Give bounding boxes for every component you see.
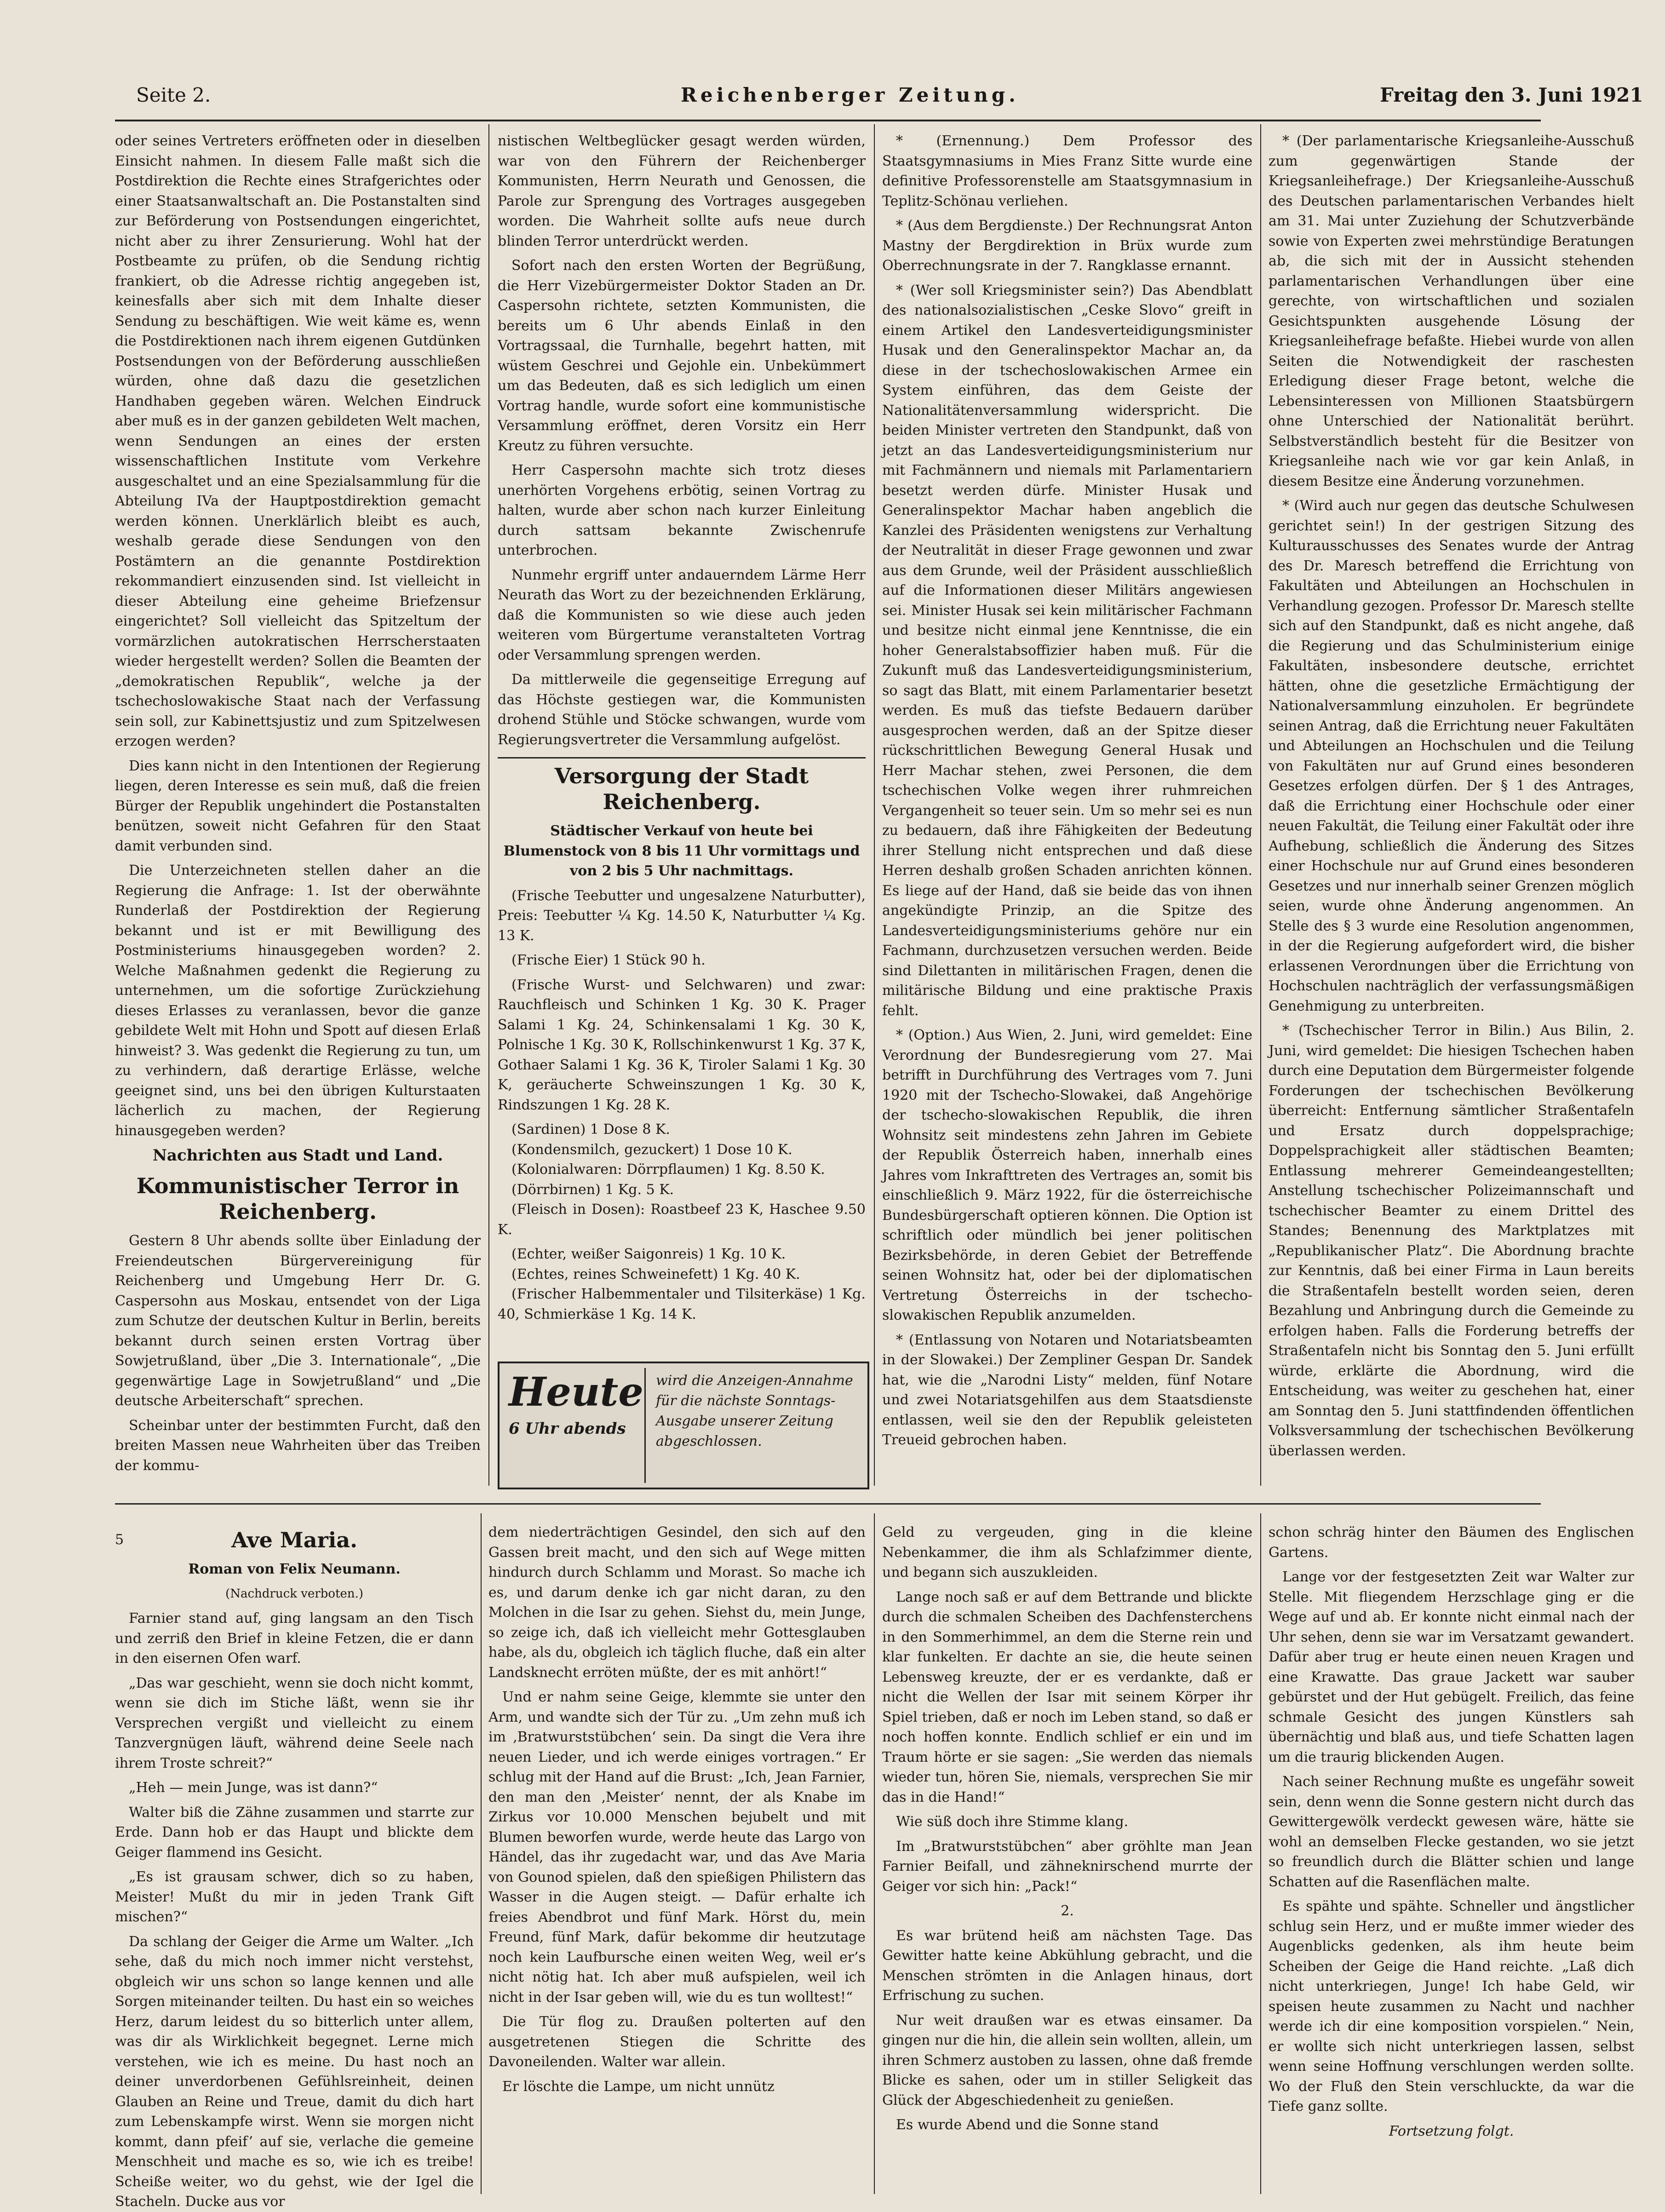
novel-paragraph: Nach seiner Rechnung mußte es ungefähr soweit sein, denn wenn die Sonne gestern nicht durch das Gewittergewölk verdeckt gewesen wäre, hätte sie wohl an demselben Flecke gestanden, wo sie jetzt so freundlich durch die Blätter schien und lange Schatten auf die Rasenflächen malte.	[1269, 1774, 1634, 1890]
column-4	[1269, 131, 1634, 1500]
news-item: * (Ernennung.) Dem Professor des Staatsgymnasiums in Mies Franz Sitte wurde eine definitive Professorenstelle am Staatsgymnasium in Teplitz-Schönau verliehen.	[882, 133, 1252, 209]
novel-paragraph: Die Tür flog zu. Draußen polterten auf den ausgetretenen Stiegen die Schritte des Davoneilenden. Walter war allein.	[488, 2014, 866, 2070]
list-item: (Dörrbirnen) 1 Kg. 5 K.	[511, 1181, 674, 1198]
column-divider	[874, 1513, 875, 2194]
headline: Kommunistischer Terror in Reichenberg.	[136, 1173, 459, 1224]
serial-column-2	[488, 1523, 866, 2199]
ad-time: 6 Uhr abends	[509, 1419, 626, 1438]
news-item: * (Wer soll Kriegsminister sein?) Das Abendblatt des nationalsozialistischen „Ceske Slovo“ greift in einem Artikel den Landesverteidigungsminister Husak und den Generalinspektor Machar an, da diese in der tschechoslowakischen Armee ein System einführen, das dem Geiste der Nationalitätenversammlung widerspricht. Die beiden Minister vertreten den Standpunkt, daß von jetzt an das Landesverteidigungsministerium nur mit Fachmännern und niemals mit Parlamentariern besetzt werden dürfe. Minister Husak und Generalinspektor Machar haben angeblich die Kanzlei des Präsidenten wenigstens zur Verhaltung der Neutralität in dieser Frage gewonnen und zwar aus dem Grunde, weil der Präsident ausschließlich auf die Informationen dieser Militärs angewiesen sei. Minister Husak sei kein militärischer Fachmann und besitze nicht einmal jene Kenntnisse, die ein hoher Generalstabsoffizier haben muß. Für die Zukunft muß das Landesverteidigungsministerium, so sagt das Blatt, mit einem Parlamentarier besetzt werden. Es muß das tiefste Bedauern darüber ausgesprochen werden, daß an der Spitze dieser rückschrittlichen Bewegung General Husak und Herr Machar stehen, zwei Personen, die dem tschechischen Volke wegen ihrer ruhmreichen Vergangenheit so teuer sein. Um so mehr sei es nun zu bedauern, daß ihre Fähigkeiten der Bedeutung ihrer Stellung nicht entsprechen und daß diese Herren deshalb großen Schaden anrichten können. Es liege auf der Hand, daß sie beide das von ihnen angekündigte Prinzip, an die Spitze des Landesverteidigungsministeriums gehöre nur ein Fachmann, durchzusetzen versuchen werden. Beide sind Dilettanten in militärischen Fragen, denen die militärische Bildung und eine praktische Praxis fehlt.	[882, 282, 1252, 1019]
novel-paragraph: Und er nahm seine Geige, klemmte sie unter den Arm, und wandte sich der Tür zu. „Um zehn muß ich im ‚Bratwurststübchen‘ sein. Da singt die Vera ihre neuen Lieder, und ich werde einiges vortragen.“ Er schlug mit der Hand auf die Brust: „Ich, Jean Farnier, den man den ‚Meister‘ nennt, der als Knabe im Zirkus vor 10.000 Menschen bejubelt und mit Blumen beworfen wurde, werde heute das Largo von Händel, das ihr zugedacht war, und das Ave Maria von Gounod spielen, daß den spießigen Philistern das Wasser in die Augen steigt. — Dafür erhalte ich freies Abendbrot und fünf Mark. Hörst du, mein Freund, fünf Mark, dafür bekomme dir heutzutage noch kein Laufbursche einen weiten Weg, weil er’s nicht nötig hat. Ich aber muß aufspielen, weil ich nicht in der Isar geben will, wie du es tun wolltest!“	[488, 1689, 866, 2005]
ad-text: wird die Anzeigen-Annahme für die nächste Sonntags-Ausgabe unserer Zeitung abgeschlossen.	[656, 1373, 853, 1449]
article-paragraph: oder seines Vertreters eröffneten oder in dieselben Einsicht nahmen. In diesem Falle maßt sich die Postdirektion die Rechte eines Strafgerichtes oder einer Staatsanwaltschaft an. Die Postanstalten sind zur Beförderung von Postsendungen eingerichtet, nicht aber zu ihrer Zensurierung. Wohl hat der Postbeamte zu prüfen, ob die Sendung richtig frankiert, ob die Adresse richtig angegeben ist, keinesfalls aber sich mit dem Inhalte dieser Sendung zu beschäftigen. Wie weit käme es, wenn die Postdirektionen nach ihrem eigenen Gutdünken Postsendungen von der Beförderung ausschließen würden, ohne daß dazu die gesetzlichen Handhaben gegeben wären. Welchen Eindruck aber muß es in der ganzen gebildeten Welt machen, wenn Sendungen an eines der ersten wissenschaftlichen Institute vom Verkehre ausgeschaltet und an eine Spezialsammlung für die Abteilung IVa der Hauptpostdirektion gemacht werden können. Unerklärlich bleibt es auch, weshalb gerade diese Sendungen von den Postämtern an die genannte Postdirektion rekommandiert einzusenden sind. Ist vielleicht in dieser Abteilung eine geheime Briefzensur eingerichtet? Soll vielleicht das Spitzeltum der vormärzlichen autokratischen Herrscherstaaten wieder hergestellt werden? Sollen die Beamten der „demokratischen Republik“, welche ja der tschechoslowakische Staat nach der Verfassung sein soll, zur Kabinettsjustiz und zum Spitzelwesen erzogen werden?	[115, 133, 481, 749]
column-divider	[874, 124, 875, 1486]
article-paragraph: Da mittlerweile die gegenseitige Erregung auf das Höchste gestiegen war, die Kommunisten drohend Stühle und Stöcke schwangen, wurde vom Regierungsvertreter die Versammlung aufgelöst.	[498, 672, 866, 748]
section-title: Nachrichten aus Stadt und Land.	[152, 1146, 443, 1165]
header-rule	[115, 120, 1541, 121]
list-item: (Frische Wurst- und Selchwaren) und zwar: Rauchfleisch und Schinken 1 Kg. 30 K. Prager Salami 1 Kg. 24, Schinkensalami 1 Kg. 30 K, Polnische 1 Kg. 30 K, Rollschinkenwurst 1 Kg. 37 K, Gothaer Salami 1 Kg. 36 K, Tiroler Salami 1 Kg. 30 K, geräucherte Schweinszungen 1 Kg. 30 K, Rindszungen 1 Kg. 28 K.	[498, 977, 866, 1113]
novel-paragraph: „Das war geschieht, wenn sie doch nicht kommt, wenn sie dich im Stiche läßt, wenn sie ihr Versprechen vergißt und vielleicht zu einem Tanzvergnügen läuft, während deine Seele nach ihrem Troste schreit?“	[115, 1675, 474, 1771]
novel-paragraph: Es wurde Abend und die Sonne stand	[896, 2117, 1159, 2133]
novel-paragraph: Nur weit draußen war es etwas einsamer. Da gingen nur die hin, die allein sein wollten, allein, um ihren Schmerz austoben zu lassen, ohne daß fremde Blicke es sahen, oder um in stiller Seligkeit das Glück der Abgeschiedenheit zu genießen.	[882, 2012, 1252, 2109]
advertisement-box	[498, 1362, 869, 1489]
news-item: * (Entlassung von Notaren und Notariatsbeamten in der Slowakei.) Der Zempliner Gespan Dr. Sandek hat, wie die „Narodni Listy“ melden, fünf Notare und zwei Notariatsgehilfen aus dem Staatsdienste entlassen, weil sie den der Republik geleisteten Treueid gebrochen haben.	[882, 1332, 1252, 1448]
subheadline: Städtischer Verkauf von heute bei Blumenstock von 8 bis 11 Uhr vormittags und von 2 bis 5 Uhr nachmittags.	[503, 823, 860, 879]
novel-paragraph: Geld zu vergeuden, ging in die kleine Nebenkammer, die ihm als Schlafzimmer diente, und begann sich auszukleiden.	[882, 1524, 1252, 1580]
news-item: * (Tschechischer Terror in Bilin.) Aus Bilin, 2. Juni, wird gemeldet: Die hiesigen Tschechen haben durch eine Deputation dem Bürgermeister folgende Forderungen der tschechischen Bevölkerung überreicht: Entfernung sämtlicher Straßentafeln und Ersatz durch doppelsprachige; Doppelsprachigkeit aller städtischen Beamten; Entlassung mehrerer Gemeindeangestellten; Anstellung tschechischer Polizeimannschaft und tschechischer Beamter zu einem Drittel des Standes; Benennung des Marktplatzes mit „Republikanischer Platz“. Die Abordnung brachte zur Kenntnis, daß bei einer Firma in Laun bereits die Straßentafeln bestellt worden seien, deren Bezahlung und Anbringung durch die Gemeinde zu erfolgen haben. Falls die Forderung betreffs der Straßentafeln nicht bis Sonntag den 5. Juni erfüllt würde, erklärte die Abordnung, wird die Entscheidung, was weiter zu geschehen hat, einer am Sonntag den 5. Juni stattfindenden öffentlichen Volksversammlung der tschechischen Bevölkerung überlassen werden.	[1269, 1023, 1634, 1459]
novel-paragraph: Lange vor der festgesetzten Zeit war Walter zur Stelle. Mit fliegendem Herzschlage ging er die Wege auf und ab. Er konnte nicht einmal nach der Uhr sehen, denn sie war im Versatzamt gewandert. Dafür aber trug er heute einen neuen Kragen und eine Krawatte. Das graue Jackett war sauber gebürstet und der Hut gebügelt. Freilich, das feine schmale Gesicht des jungen Künstlers sah übernächtig und blaß aus, und tiefe Schatten lagen um die traurig blickenden Augen.	[1269, 1569, 1634, 1765]
news-item: * (Wird auch nur gegen das deutsche Schulwesen gerichtet sein!) In der gestrigen Sitzung des Kulturausschusses des Senates wurde der Antrag des Dr. Maresch betreffend die Errichtung von Fakultäten und Abteilungen an Hochschulen in Verhandlung gezogen. Professor Dr. Maresch stellte sich auf den Standpunkt, daß es nicht angehe, daß die Regierung und das Schulministerium einige Fakultäten, insbesondere deutsche, errichtet hätten, ohne die gesetzliche Ermächtigung der Nationalversammlung einzuholen. Er begründete seinen Antrag, daß die Errichtung neuer Fakultäten und Abteilungen an Hochschulen und die Teilung von Fakultäten nur auf Grund eines besonderen Gesetzes erfolgen dürfen. Der § 1 des Antrages, daß die Errichtung einer Hochschule oder einer neuen Fakultät, die Teilung einer Fakultät oder ihre Aufhebung, schließlich die Änderung des Sitzes einer Hochschule nur auf Grund eines besonderen Gesetzes und nur innerhalb seiner Grenzen möglich seien, wurde ohne Änderung angenommen. An Stelle des § 3 wurde eine Resolution angenommen, in der die Regierung aufgefordert wird, die bisher erlassenen Verordnungen über die Errichtung von Hochschulen nachträglich der verfassungsmäßigen Genehmigung zu unterbreiten.	[1269, 498, 1634, 1014]
article-paragraph: Sofort nach den ersten Worten der Begrüßung, die Herr Vizebürgermeister Doktor Staden an Dr. Caspersohn richtete, setzten Kommunisten, die bereits um 6 Uhr abends Einlaß in den Vortragssaal, die Turnhalle, begehrt hatten, mit wüstem Geschrei und Gejohle ein. Unbekümmert um das Bedeuten, daß es sich lediglich um einen Vortrag handle, wurde sofort eine kommunistische Versammlung eröffnet, deren Vorsitz ein Herr Kreutz zu führen versuchte.	[498, 258, 866, 454]
novel-paragraph: Da schlang der Geiger die Arme um Walter. „Ich sehe, daß du mich noch immer nicht verstehst, obgleich wir uns schon so lange kennen und alle Sorgen miteinander teilten. Du hast ein so weiches Herz, darum leidest du so bitterlich unter allem, was dir als Wirklichkeit begegnet. Lerne mich verstehen, wie ich es meine. Du hast noch an deiner unverdorbenen Gefühlsreinheit, deinen Glauben an Reine und Treue, damit du dich hart zum Lebenskampfe wirst. Wenn sie morgen nicht kommt, dann pfeif’ auf sie, verlache die gemeine Menschheit und mache es so, wie ich es treibe! Scheiße weiter, wo du gehst, wie der Igel die Stacheln. Ducke aus vor	[115, 1933, 474, 2210]
novel-paragraph: Im „Bratwurststübchen“ aber gröhlte man Jean Farnier Beifall, und zähneknirschend murrte der Geiger vor sich hin: „Pack!“	[882, 1838, 1252, 1895]
novel-paragraph: Es war brütend heiß am nächsten Tage. Das Gewitter hatte keine Abkühlung gebracht, und die Menschen strömten in die Anlagen hinaus, dort Erfrischung zu suchen.	[882, 1927, 1252, 2004]
list-item: (Fleisch in Dosen): Roastbeef 23 K, Haschee 9.50 K.	[498, 1201, 866, 1238]
novel-paragraph: schon schräg hinter den Bäumen des Englischen Gartens.	[1269, 1524, 1634, 1561]
article-paragraph: Dies kann nicht in den Intentionen der Regierung liegen, deren Interesse es sein muß, daß die freien Bürger der Republik ungehindert die Postanstalten benützen, soweit nicht Gefahren für den Staat damit verbunden sind.	[115, 758, 481, 854]
column-3	[882, 131, 1252, 1500]
novel-byline: Roman von Felix Neumann.	[188, 1561, 401, 1577]
list-item: (Frischer Halbemmentaler und Tilsiterkäse) 1 Kg. 40, Schmierkäse 1 Kg. 14 K.	[498, 1286, 866, 1322]
novel-paragraph: Farnier stand auf, ging langsam an den Tisch und zerriß den Brief in kleine Fetzen, die er dann in den eisernen Ofen warf.	[115, 1610, 474, 1666]
article-paragraph: Gestern 8 Uhr abends sollte über Einladung der Freiendeutschen Bürgervereinigung für Reichenberg und Umgebung Herr Dr. G. Caspersohn aus Moskau, entsendet von der Liga zum Schutze der deutschen Kultur in Berlin, bereits bekannt durch seinen ersten Vortrag über Sowjetrußland, über „Die 3. Internationale“, „Die gegenwärtige Lage in Sowjetrußland“ und „Die deutsche Arbeiterschaft“ sprechen.	[115, 1233, 481, 1409]
page-header	[0, 84, 1665, 116]
column-divider	[488, 124, 489, 1486]
serial-column-1	[115, 1527, 474, 2210]
column-1	[115, 131, 481, 1500]
newspaper-title: Reichenberger Zeitung.	[681, 84, 1019, 106]
serial-column-3	[882, 1523, 1252, 2199]
novel-paragraph: Lange noch saß er auf dem Bettrande und blickte durch die schmalen Scheiben des Dachfensterchens in den Sommerhimmel, an dem die Sterne rein und klar funkelten. Er dachte an sie, die heute seinen Lebensweg kreuzte, der er es verdankte, daß er nicht die Wellen der Isar mit seinem Körper ihr Spiel trieben, daß er noch im Leben stand, so daß er noch hoffen konnte. Endlich schlief er ein und im Traum hörte er sie sagen: „Sie werden das niemals wieder tun, hören Sie, niemals, versprechen Sie mir das in die Hand!“	[882, 1589, 1252, 1805]
list-item: (Kondensmilch, gezuckert) 1 Dose 10 K.	[511, 1141, 792, 1158]
list-item: (Kolonialwaren: Dörrpflaumen) 1 Kg. 8.50 K.	[511, 1161, 825, 1178]
column-2	[498, 131, 866, 1355]
list-item: (Echter, weißer Saigonreis) 1 Kg. 10 K.	[511, 1246, 786, 1262]
ad-heading: Heute	[509, 1369, 643, 1415]
page-number: Seite 2.	[136, 84, 211, 106]
novel-paragraph: Wie süß doch ihre Stimme klang.	[896, 1814, 1129, 1830]
list-item: (Frische Teebutter und ungesalzene Naturbutter), Preis: Teebutter ¼ Kg. 14.50 K, Naturbutter ¼ Kg. 13 K.	[498, 887, 866, 944]
novel-title: Ave Maria.	[231, 1528, 358, 1552]
continuation-note: Fortsetzung folgt.	[1389, 2123, 1514, 2139]
news-item: * (Aus dem Bergdienste.) Der Rechnungsrat Anton Mastny der Bergdirektion in Brüx wurde zum Oberrechnungsrate in der 7. Rangklasse ernannt.	[882, 218, 1252, 274]
article-paragraph: Nunmehr ergriff unter andauerndem Lärme Herr Neurath das Wort zu der bezeichnenden Erklärung, daß die Kommunisten so wie diese auch jeden weiteren vom Bürgertume veranstalteten Vortrag oder Versammlung sprengen werden.	[498, 567, 866, 663]
reprint-note: (Nachdruck verboten.)	[225, 1586, 363, 1601]
novel-paragraph: Er löschte die Lampe, um nicht unnütz	[502, 2078, 775, 2095]
article-paragraph: Herr Caspersohn machte sich trotz dieses unerhörten Vorgehens erbötig, seinen Vortrag zu halten, wurde aber schon nach kurzer Einleitung durch sattsam bekannte Zwischenrufe unterbrochen.	[498, 462, 866, 558]
novel-paragraph: „Heh — mein Junge, was ist dann?“	[129, 1780, 378, 1796]
serial-number: 5	[115, 1532, 124, 1548]
novel-paragraph: „Es ist grausam schwer, dich so zu haben, Meister! Mußt du mir in jeden Trank Gift mischen?“	[115, 1869, 474, 1925]
list-item: (Echtes, reines Schweinefett) 1 Kg. 40 K.	[511, 1266, 800, 1282]
article-paragraph: Scheinbar unter der bestimmten Furcht, daß den breiten Massen neue Wahrheiten über das Treiben der kommu-	[115, 1417, 481, 1474]
section-divider	[115, 1503, 1541, 1505]
serial-column-4	[1269, 1523, 1634, 2199]
ad-divider	[644, 1368, 646, 1483]
list-item: (Frische Eier) 1 Stück 90 h.	[511, 952, 706, 968]
article-paragraph: Die Unterzeichneten stellen daher an die Regierung die Anfrage: 1. Ist der oberwähnte Runderlaß der Postdirektion der Regierung bekannt und ist er mit Bewilligung des Postministeriums hinausgegeben worden? 2. Welche Maßnahmen gedenkt die Regierung zu unternehmen, um die sofortige Zurückziehung dieses Erlasses zu veranlassen, bevor die ganze gebildete Welt mit Hohn und Spott auf diesen Erlaß hinweist? 3. Was gedenkt die Regierung zu tun, um zu verhindern, daß derartige Erlässe, welche geeignet sind, uns bei den übrigen Kulturstaaten lächerlich zu machen, der Regierung hinausgegeben werden?	[115, 862, 481, 1139]
list-item: (Sardinen) 1 Dose 8 K.	[511, 1121, 670, 1138]
column-divider	[481, 1513, 482, 2194]
article-paragraph: nistischen Weltbeglücker gesagt werden würden, war von den Führern der Reichenberger Kommunisten, Herrn Neurath und Genossen, die Parole zur Sprengung des Vortrages ausgegeben worden. Die Wahrheit sollte aufs neue durch blinden Terror unterdrückt werden.	[498, 133, 866, 249]
news-item: * (Option.) Aus Wien, 2. Juni, wird gemeldet: Eine Verordnung der Bundesregierung vom 27. Mai betrifft in Durchführung des Vertrages vom 7. Juni 1920 mit der Tschecho-Slowakei, daß Angehörige der tschecho-slowakischen Republik, die ihren Wohnsitz seit mindestens zehn Jahren im Gebiete der Republik Österreich haben, innerhalb eines Jahres vom Inkrafttreten des Vertrages an, somit bis einschließlich 9. März 1922, für die österreichische Bundesbürgerschaft optieren können. Die Option ist schriftlich oder mündlich bei jener politischen Bezirksbehörde, in deren Gebiet der Betreffende seinen Wohnsitz hat, oder bei der diplomatischen Vertretung Österreichs in der tschecho-slowakischen Republik anzumelden.	[882, 1027, 1252, 1323]
novel-paragraph: dem niederträchtigen Gesindel, den sich auf den Gassen breit macht, und den sich auf Wege mitten hindurch durch Schlamm und Morast. So mache ich es, und darum denke ich gar nicht daran, zu den Molchen in die Isar zu gehen. Siehst du, mein Junge, so zeige ich, daß ich vielleicht mehr Gottesglauben habe, als du, obgleich ich täglich fluche, daß ein alter Landsknecht erröten müßte, der es mit anhört!“	[488, 1524, 866, 1681]
chapter-number: 2.	[1061, 1903, 1074, 1919]
column-divider	[1260, 124, 1261, 1486]
headline: Versorgung der Stadt Reichenberg.	[498, 757, 866, 815]
issue-date: Freitag den 3. Juni 1921	[1380, 84, 1643, 106]
novel-paragraph: Walter biß die Zähne zusammen und starrte zur Erde. Dann hob er das Haupt und blickte dem Geiger flammend ins Gesicht.	[115, 1804, 474, 1861]
novel-paragraph: Es spähte und spähte. Schneller und ängstlicher schlug sein Herz, und er mußte immer wieder des Augenblicks gedenken, als ihm heute beim Scheiben der Geige die Hand reichte. „Laß dich nicht unterkriegen, Junge! Ich habe Geld, wir speisen heute zusammen zu Nacht und nachher werde ich dir eine komposition vorspielen.“ Nein, er wollte sich nicht unterkriegen lassen, selbst wenn seine Hoffnung verschlungen werden sollte. Wo der Fluß den Stein verschluckte, da war die Tiefe ganz sollte.	[1269, 1898, 1634, 2114]
column-divider	[1260, 1513, 1261, 2194]
news-item: * (Der parlamentarische Kriegsanleihe-Ausschuß zum gegenwärtigen Stande der Kriegsanleihefrage.) Der Kriegsanleihe-Ausschuß des Deutschen parlamentarischen Verbandes hielt am 31. Mai unter Zuziehung der Schutzverbände sowie von Experten zwei mehrstündige Beratungen ab, die sich mit der in Aussicht stehenden parlamentarischen Verhandlungen über eine gerechte, von wirtschaftlichen und sozialen Gesichtspunkten ausgehende Lösung der Kriegsanleihefrage befaßte. Hiebei wurde von allen Seiten die Notwendigkeit der raschesten Erledigung dieser Frage betont, welche die Lebensinteressen von Millionen Staatsbürgern ohne Unterschied der Nationalität berührt. Selbstverständlich besteht für die Besitzer von Kriegsanleihe nach wie vor gar kein Anlaß, in diesem Besitze eine Änderung vorzunehmen.	[1269, 133, 1634, 489]
